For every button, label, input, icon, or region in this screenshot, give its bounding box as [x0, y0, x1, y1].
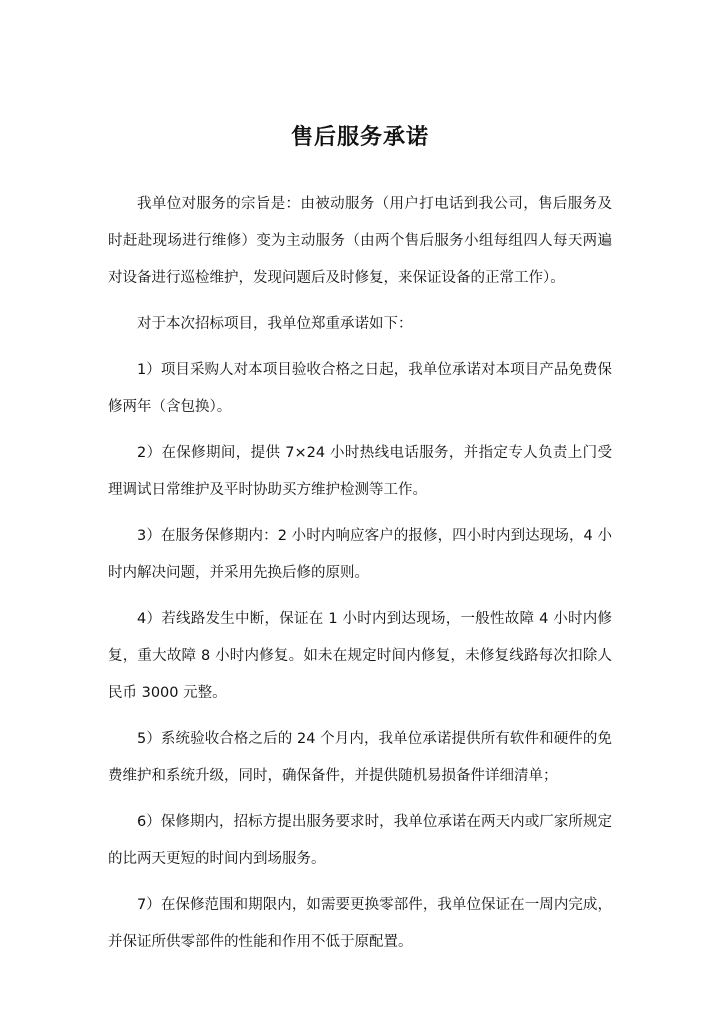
paragraph-item-5: 5）系统验收合格之后的 24 个月内，我单位承诺提供所有软件和硬件的免费维护和系统升级，同时，确保备件，并提供随机易损备件详细清单； [108, 731, 612, 784]
paragraph-commitment-intro: 对于本次招标项目，我单位郑重承诺如下： [137, 316, 413, 332]
paragraph-item-4: 4）若线路发生中断，保证在 1 小时内到达现场，一般性故障 4 小时内修复，重大故障 8 小时内修复。如未在规定时间内修复，未修复线路每次扣除人民币 3000 元整。 [108, 611, 612, 701]
paragraph-item-3: 3）在服务保修期内：2 小时内响应客户的报修，四小时内到达现场，4 小时内解决问题，并采用先换后修的原则。 [108, 528, 612, 581]
paragraph-service-purpose: 我单位对服务的宗旨是：由被动服务（用户打电话到我公司，售后服务及时赶赴现场进行维修）变为主动服务（由两个售后服务小组每组四人每天两遍对设备进行巡检维护，发现问题后及时修复，来保证设备的正常工作）。 [108, 196, 612, 286]
paragraph-item-7: 7）在保修范围和期限内，如需要更换零部件，我单位保证在一周内完成，并保证所供零部件的性能和作用不低于原配置。 [108, 897, 612, 950]
paragraph-item-1: 1）项目采购人对本项目验收合格之日起，我单位承诺对本项目产品免费保修两年（含包换）。 [108, 362, 612, 415]
document-body [108, 186, 612, 970]
paragraph-item-2: 2）在保修期间，提供 7×24 小时热线电话服务，并指定专人负责上门受理调试日常维护及平时协助买方维护检测等工作。 [108, 445, 612, 498]
paragraph-item-6: 6）保修期内，招标方提出服务要求时，我单位承诺在两天内或厂家所规定的比两天更短的时间内到场服务。 [108, 814, 612, 867]
page-title: 售后服务承诺 [290, 125, 429, 150]
